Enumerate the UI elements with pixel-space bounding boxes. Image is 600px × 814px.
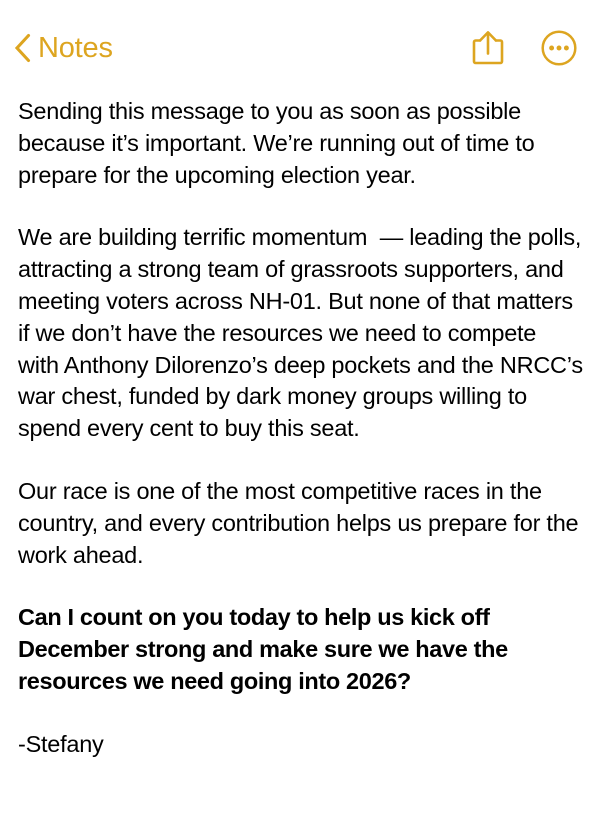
note-signature: -Stefany — [18, 730, 104, 757]
note-paragraph-emphasis: Can I count on you today to help us kick off December strong and make sure we have the resources we need going into 2026? — [18, 604, 514, 694]
share-button[interactable] — [469, 28, 507, 68]
note-paragraph: We are building terrific momentum — leading the polls, attracting a strong team of grassroots supporters, and meeting voters across NH-01. But none of that matters if we don’t have the resources we need to compete with Anthony Dilorenzo’s deep pockets and the NRCC’s war chest, funded by dark money groups willing to spend every cent to buy this seat. — [18, 224, 590, 442]
back-to-notes-button[interactable] — [14, 33, 113, 63]
note-content[interactable] — [0, 96, 600, 761]
navbar-actions — [469, 28, 586, 68]
back-button-label: Notes — [38, 31, 113, 64]
share-icon — [471, 28, 505, 68]
navigation-bar — [0, 0, 600, 96]
chevron-left-icon — [14, 33, 31, 63]
note-paragraph: Sending this message to you as soon as possible because it’s important. We’re running out of time to prepare for the upcoming election year. — [18, 98, 541, 188]
more-options-circle-icon — [540, 29, 578, 67]
more-options-button[interactable] — [540, 28, 578, 68]
note-paragraph: Our race is one of the most competitive races in the country, and every contribution helps us prepare for the work ahead. — [18, 477, 585, 568]
